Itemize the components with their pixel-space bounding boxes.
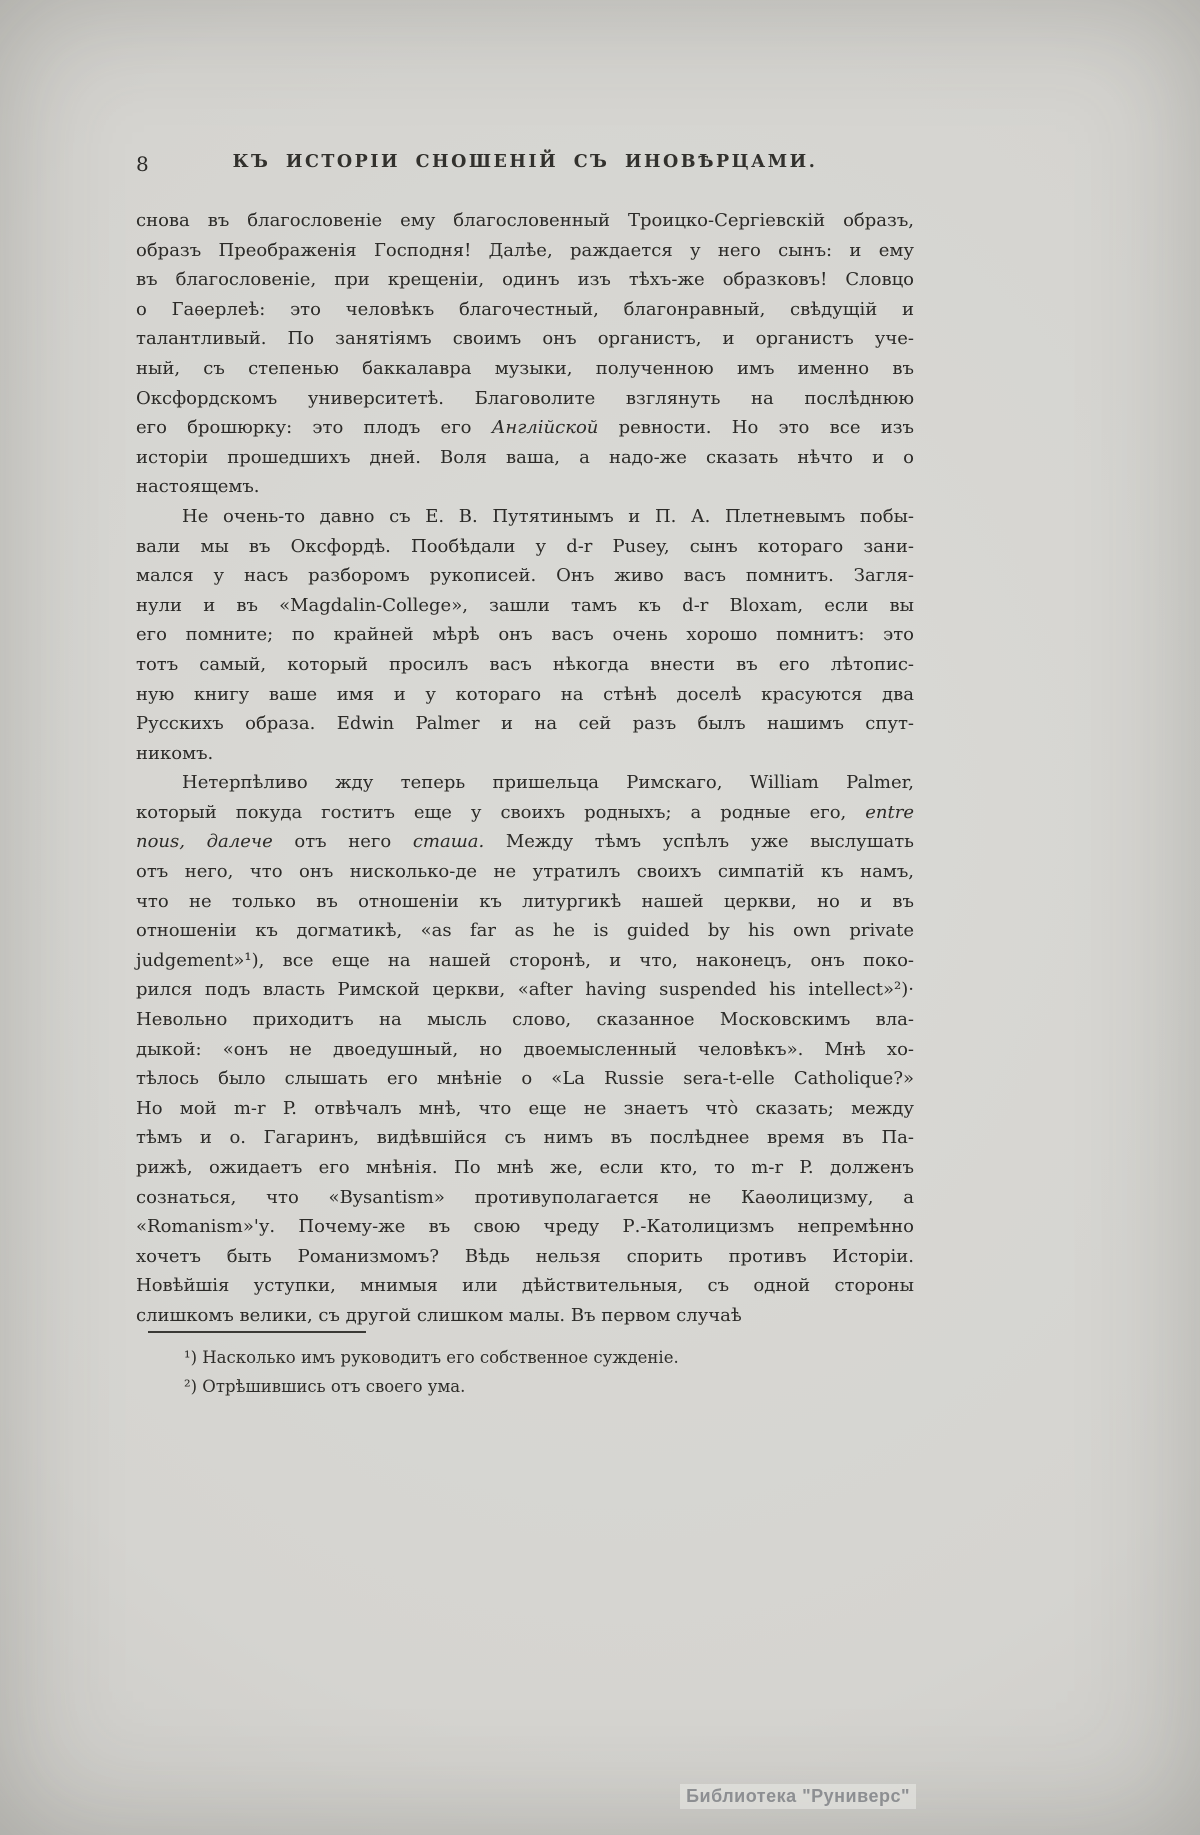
text-line: тѣлось было слышать его мнѣніе о «La Russie sera-t-elle Catholique?» [136,1068,914,1090]
footnote-separator [148,1331,366,1333]
text-line: Новѣйшія уступки, мнимыя или дѣйствительныя, съ одной стороны [136,1275,914,1297]
text-line: тѣмъ и о. Гагаринъ, видѣвшійся съ нимъ въ послѣднее время въ Па- [136,1127,914,1149]
text-line: тотъ самый, который просилъ васъ нѣкогда внести въ его лѣтопис- [136,653,914,675]
text-line: Невольно приходитъ на мысль слово, сказанное Московскимъ вла- [136,1009,914,1031]
text-line: настоящемъ. [136,476,260,498]
paragraph [136,502,914,768]
text-line: который покуда гоститъ еще у своихъ родныхъ; а родные его, entre [136,801,914,823]
page-number: 8 [136,152,150,176]
text-block [136,152,914,1331]
footnotes [184,1343,884,1401]
text-line: Не очень-то давно съ Е. В. Путятинымъ и П. А. Плетневымъ побы- [182,505,914,527]
text-line: снова въ благословеніе ему благословенный Троицко-Сергіевскій образъ, [136,210,914,231]
text-line: мался у насъ разборомъ рукописей. Онъ живо васъ помнитъ. Загля- [136,565,914,587]
text-line: ную книгу ваше имя и у котораго на стѣнѣ доселѣ красуются два [136,683,914,705]
text-line: въ благословеніе, при крещеніи, одинъ изъ тѣхъ-же образковъ! Словцо [136,269,914,291]
text-line: исторіи прошедшихъ дней. Воля ваша, а надо-же сказать нѣчто и о [136,446,914,468]
text-line: Оксфордскомъ университетѣ. Благоволите взглянуть на послѣднюю [136,387,914,409]
paragraph [136,206,914,502]
text-line: Но мой m-r P. отвѣчалъ мнѣ, что еще не знаетъ чтò сказать; между [136,1097,914,1119]
footnote: ¹) Насколько имъ руководитъ его собственное сужденіе. [184,1348,679,1367]
text-line: нули и въ «Magdalin-College», зашли тамъ къ d-r Bloxam, если вы [136,594,914,616]
text-line: Русскихъ образа. Edwin Palmer и на сей разъ былъ нашимъ спут- [136,713,914,735]
paragraph [136,768,914,1330]
text-line: judgement»¹), все еще на нашей сторонѣ, и что, наконецъ, онъ поко- [136,949,914,971]
body-text [136,206,914,1331]
text-line: о Гаѳерлеѣ: это человѣкъ благочестный, благонравный, свѣдущій и [136,298,914,320]
text-line: что не только въ отношеніи къ литургикѣ нашей церкви, но и въ [136,890,914,912]
text-line: рижѣ, ожидаетъ его мнѣнія. По мнѣ же, если кто, то m-r P. долженъ [136,1157,914,1178]
library-watermark: Библиотека "Руниверс" [680,1784,916,1809]
text-line: хочетъ быть Романизмомъ? Вѣдь нельзя спорить противъ Исторіи. [136,1245,914,1267]
text-line: его брошюрку: это плодъ его Англійской ревности. Но это все изъ [136,417,914,439]
text-line: отъ него, что онъ нисколько-де не утратилъ своихъ симпатій къ намъ, [136,861,914,883]
footnote: ²) Отрѣшившись отъ своего ума. [184,1377,466,1396]
text-line: «Romanism»'у. Почему-же въ свою чреду Р.-Католицизмъ непремѣнно [136,1216,914,1238]
text-line: ный, съ степенью баккалавра музыки, полученною имъ именно въ [136,357,914,379]
text-line: вали мы въ Оксфордѣ. Пообѣдали у d-r Pusey, сынъ котораго зани- [136,535,914,557]
running-title: КЪ ИСТОРІИ СНОШЕНІЙ СЪ ИНОВѢРЦАМИ. [232,152,818,172]
text-line: его помните; по крайней мѣрѣ онъ васъ очень хорошо помнитъ: это [136,624,914,646]
text-line: Нетерпѣливо жду теперь пришельца Римскаго, William Palmer, [182,772,914,794]
text-line: талантливый. По занятіямъ своимъ онъ органистъ, и органистъ уче- [136,328,914,350]
text-line: образъ Преображенія Господня! Далѣе, раждается у него сынъ: и ему [136,239,914,261]
text-line: рился подъ власть Римской церкви, «after having suspended his intellect»²)· [136,979,914,1001]
text-line: слишкомъ велики, съ другой слишком малы. Въ первом случаѣ [136,1304,742,1326]
text-line: сознаться, что «Bysantism» противуполагается не Каѳолицизму, а [136,1186,914,1208]
text-line: nous, далече отъ него сташа. Между тѣмъ успѣлъ уже выслушать [136,831,914,853]
text-line: дыкой: «онъ не двоедушный, но двоемысленный человѣкъ». Мнѣ хо- [136,1038,914,1060]
text-line: отношеніи къ догматикѣ, «as far as he is guided by his own private [136,920,914,942]
text-line: никомъ. [136,742,214,764]
page-header [136,152,914,182]
